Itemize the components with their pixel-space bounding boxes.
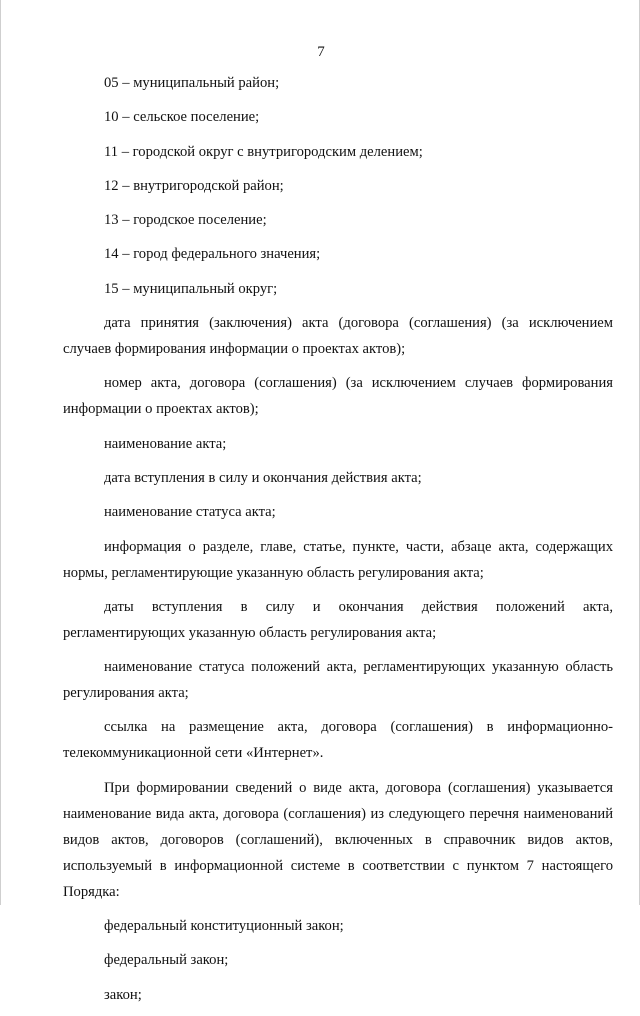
paragraph-act-date: дата принятия (заключения) акта (договора (соглашения) (за исключением случаев формирования информации о проектах актов); (63, 315, 613, 358)
paragraph-act-section-info: информация о разделе, главе, статье, пункте, части, абзаце акта, содержащих нормы, регламентирующие указанную область регулирования акта; (63, 538, 613, 581)
paragraph-law: закон; (104, 986, 142, 1003)
paragraph-act-name: наименование акта; (104, 435, 227, 452)
paragraph-act-type-list-intro: При формировании сведений о виде акта, договора (соглашения) указывается наименование вида акта, договора (соглашения) из следующего перечня наименований видов актов, договоров (соглашений), включенных в справочник видов актов, используемый в информационной системе в соответствии с пунктом 7 настоящего Порядка: (63, 779, 613, 900)
paragraph-federal-constitutional-law: федеральный конституционный закон; (104, 918, 344, 935)
paragraph-code-10: 10 – сельское поселение; (104, 109, 260, 126)
paragraph-act-validity: дата вступления в силу и окончания действия акта; (104, 469, 422, 486)
paragraph-code-12: 12 – внутригородской район; (104, 177, 284, 194)
paragraph-federal-law: федеральный закон; (104, 952, 229, 969)
page-number: 7 (317, 44, 325, 60)
paragraph-code-15: 15 – муниципальный округ; (104, 280, 278, 297)
paragraph-code-13: 13 – городское поселение; (104, 212, 267, 229)
paragraph-act-number: номер акта, договора (соглашения) (за исключением случаев формирования информации о проектах актов); (63, 375, 613, 418)
paragraph-code-11: 11 – городской округ с внутригородским делением; (104, 143, 423, 160)
paragraph-internet-link: ссылка на размещение акта, договора (соглашения) в информационно-телекоммуникационной сети «Интернет». (63, 719, 613, 762)
paragraph-provisions-status: наименование статуса положений акта, регламентирующих указанную область регулирования акта; (63, 659, 613, 702)
paragraph-code-14: 14 – город федерального значения; (104, 246, 321, 263)
paragraph-provisions-dates: даты вступления в силу и окончания действия положений акта, регламентирующих указанную область регулирования акта; (63, 598, 613, 641)
paragraph-code-05: 05 – муниципальный район; (104, 75, 280, 91)
paragraph-act-status: наименование статуса акта; (104, 504, 276, 521)
document-body (63, 70, 613, 1016)
